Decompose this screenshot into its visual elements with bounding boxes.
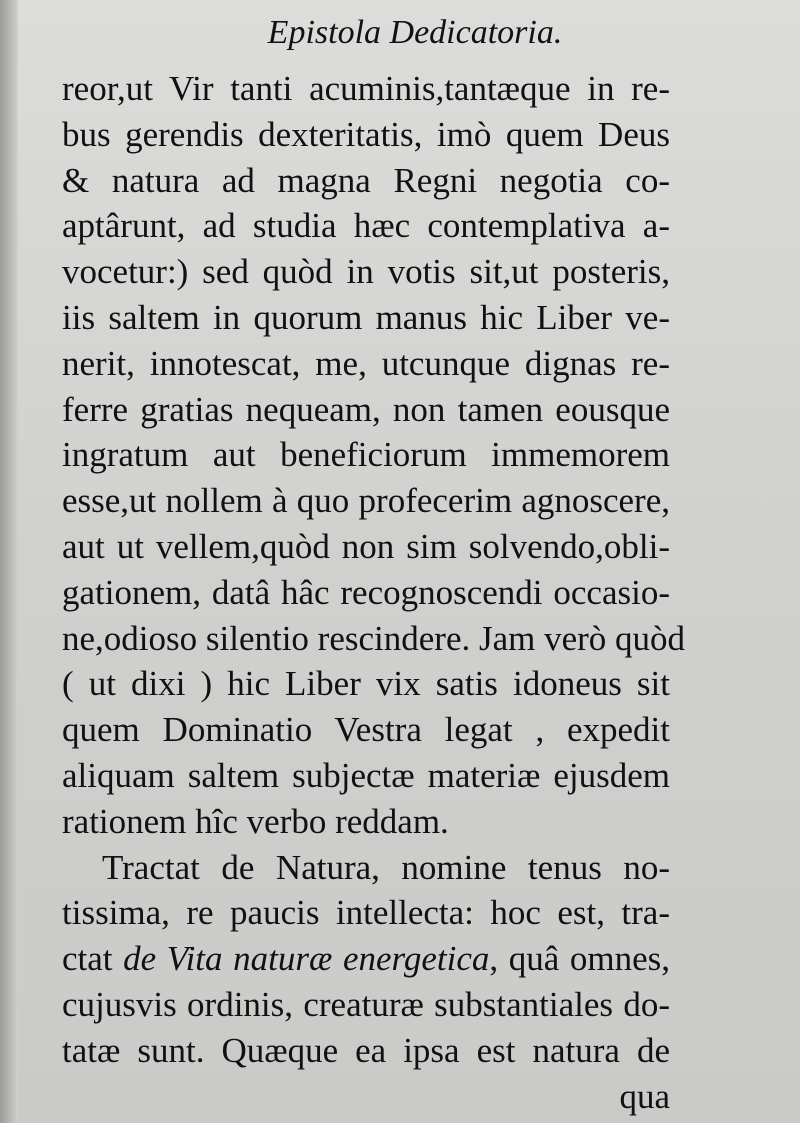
italic-phrase: de Vita naturæ energetica bbox=[123, 939, 490, 979]
text-line: bus gerendis dexteritatis, imò quem Deus bbox=[62, 114, 670, 154]
body-text bbox=[62, 66, 686, 1119]
text-line: cujusvis ordinis, creaturæ substantiales do- bbox=[62, 984, 670, 1024]
text-line bbox=[62, 936, 670, 982]
catchword: qua bbox=[619, 1076, 670, 1116]
text-line: rationem hîc verbo reddam. bbox=[62, 801, 449, 841]
text-line: nerit, innotescat, me, utcunque dignas re- bbox=[62, 343, 670, 383]
text-line: ingratum aut beneficiorum immemorem bbox=[62, 435, 670, 475]
text-line: aliquam saltem subjectæ materiæ ejusdem bbox=[62, 755, 670, 795]
text-line: ( ut dixi ) hic Liber vix satis idoneus sit bbox=[62, 664, 670, 704]
text-line: ferre gratias nequeam, non tamen eousque bbox=[62, 389, 670, 429]
text-line: tatæ sunt. Quæque ea ipsa est natura de bbox=[62, 1030, 670, 1070]
text-line: reor,ut Vir tanti acuminis,tantæque in re- bbox=[62, 69, 670, 108]
text-line: aptârunt, ad studia hæc contemplativa a- bbox=[62, 206, 670, 246]
text-line: aut ut vellem,quòd non sim solvendo,obli- bbox=[62, 526, 670, 566]
page-gutter-shadow bbox=[0, 0, 18, 1123]
text-line: Tractat de Natura, nomine tenus no- bbox=[102, 847, 670, 887]
text-line: ne,odioso silentio rescindere. Jam verò quòd bbox=[62, 618, 686, 658]
text-line: tissima, re paucis intellecta: hoc est, tra- bbox=[62, 893, 670, 933]
running-head: Epistola Dedicatoria. bbox=[267, 14, 563, 51]
text-line: quem Dominatio Vestra legat , expedit bbox=[62, 710, 670, 750]
text-line: iis saltem in quorum manus hic Liber ve- bbox=[62, 297, 670, 337]
text-fragment: , quâ omnes, bbox=[489, 939, 670, 979]
text-line: vocetur:) sed quòd in votis sit,ut posteris, bbox=[62, 252, 670, 292]
text-line: & natura ad magna Regni negotia co- bbox=[62, 160, 670, 200]
text-line: gationem, datâ hâc recognoscendi occasio- bbox=[62, 572, 670, 612]
text-line: esse,ut nollem à quo profecerim agnoscere, bbox=[62, 481, 670, 521]
text-fragment: ctat bbox=[62, 939, 113, 979]
